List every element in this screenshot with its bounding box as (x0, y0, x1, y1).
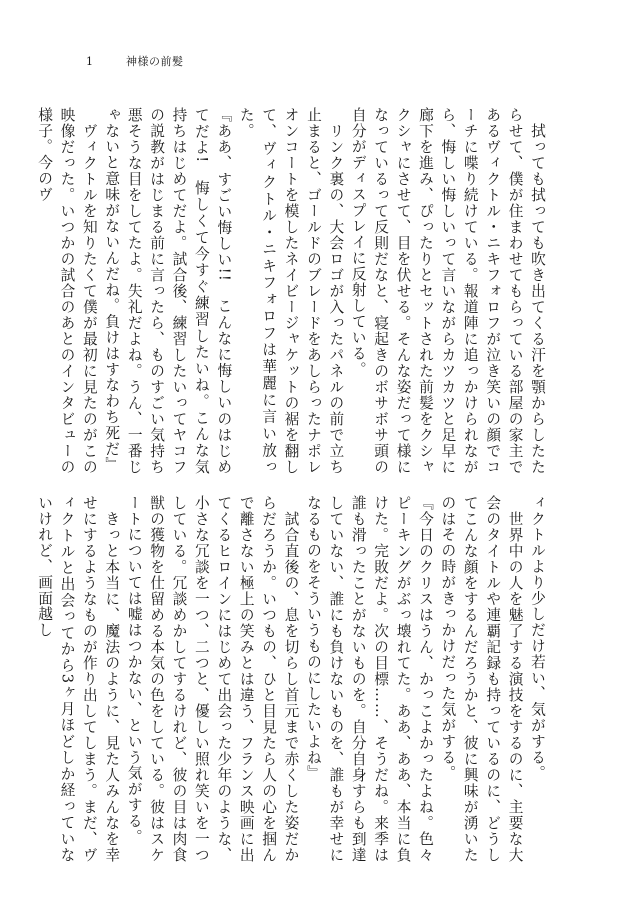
upper-text-block (36, 107, 548, 475)
paragraph: 『今日のクリスはうん、かっこよかったよね。色々ピーキングがぶっ壊れてた。ああ、ああ、本当に負けた。完敗だよ。次の目標……、そうだね。来季は誰も滑ったことがないものを。自分自身すらも到達していない、誰にも負けないものを、誰もが幸せになるものをそういうものにしたいよね』 (304, 495, 434, 863)
paragraph: ィクトルより少しだけ若い、気がする。 (529, 495, 546, 782)
paragraph: リンク裏の、大会ロゴが入ったパネルの前で立ち止まると、ゴールドのブレードをあしらったナポレオンコートを模したネイビージャケットの裾を翻して、ヴィクトル・ニキフォロフは華麗に言い放った。 (237, 107, 345, 475)
lower-text-block (36, 495, 548, 863)
paragraph: 世界中の人を魅了する演技をするのに、主要な大会のタイトルや連覇記録も持っているのに、どうしてこんな顔をするんだろうかと、彼に興味が湧いたのはその時がきっかけだった気がする。 (439, 495, 524, 863)
page-number: 1 (86, 55, 94, 68)
paragraph: きっと本当に、魔法のように、見た人みんなを幸せにするようなものが作り出してしまう。まだ、ヴィクトルと出会ってから3ヶ月ほどしか経っていないけれど、画面越し (36, 495, 121, 863)
paragraph: 試合直後の、息を切らし首元まで赤くした姿だからだろうか。いつもの、ひと目見たら人の心を掴んで離さない極上の笑みとは違う、フランス映画に出てくるヒロインにはじめて出会った少年のような、小さな冗談を一つ、二つと、優しい照れ笑いを一つしている。冗談めかしてするけれど、彼の目は肉食獣の獲物を仕留める本気の色をしている。彼はスケートについては嘘はつかない、という気がする。 (125, 495, 300, 863)
paragraph: 『ああ、すごい悔しい!! こんなに悔しいのはじめてだよ! 悔しくて今すぐ練習したいね。こんな気持ちはじめてだよ。試合後、練習したいってヤコフの説教がはじまる前に言ったら、ものすごい気持ち悪そうな目をしてたよ。失礼だよね。うん、一番じゃないと意味がないんだね。負けはすなわち死だ』 (103, 107, 233, 475)
page-header (86, 53, 184, 69)
paragraph: ヴィクトルを知りたくて僕が最初に見たのがこの映像だった。いつかの試合のあとのインタビューの様子。今のヴ (36, 107, 98, 475)
chapter-title: 神様の前髪 (126, 55, 184, 68)
paragraph: 拭っても拭っても吹き出てくる汗を顎からしたたらせて、僕が住まわせてもらっている部屋の家主であるヴィクトル・ニキフォロフが泣き笑いの顔でコーチに喋り続けている。報道陣に追っかけられながら、悔しい悔しいって言いながらカツカツと足早に廊下を進み、ぴったりとセットされた前髪をクシャクシャにさせて、目を伏せる。そんな姿だって様になっているって反則だなと、寝起きのボサボサ頭の自分がディスプレイに反射している。 (349, 107, 546, 475)
